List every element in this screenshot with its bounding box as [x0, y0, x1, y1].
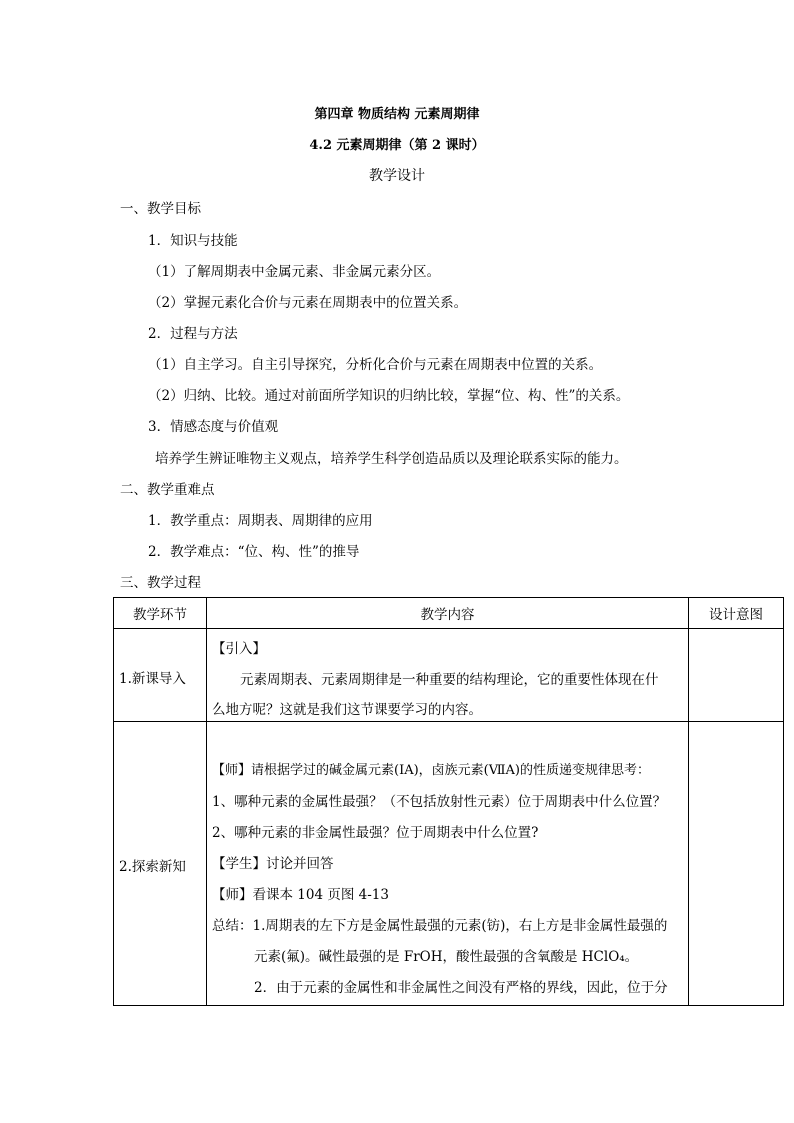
intent-cell [689, 629, 784, 722]
table-row [114, 722, 784, 1006]
objective-item: （2）掌握元素化合价与元素在周期表中的位置关系。 [148, 295, 468, 311]
content-line: 【引入】 [212, 641, 266, 657]
difficulty-item: 2．教学难点：“位、构、性”的推导 [148, 544, 360, 560]
header-intent: 设计意图 [689, 598, 784, 629]
subheading-knowledge-skills: 1．知识与技能 [148, 233, 238, 249]
content-line: 么地方呢？这就是我们这节课要学习的内容。 [212, 702, 482, 718]
subheading-attitude-values: 3．情感态度与价值观 [148, 419, 279, 435]
content-line: 总结：1.周期表的左下方是金属性最强的元素(钫)，右上方是非金属性最强的 [212, 918, 668, 934]
section-heading-key-points: 二、教学重难点 [120, 482, 215, 498]
stage-label: 1.新课导入 [119, 671, 186, 687]
content-line: 2、哪种元素的非金属性最强？位于周期表中什么位置? [212, 825, 539, 841]
subheading-process-methods: 2．过程与方法 [148, 326, 238, 342]
content-cell [207, 722, 689, 1006]
stage-cell [114, 722, 207, 1006]
teaching-process-table [113, 597, 784, 1006]
content-line: 【师】看课本 104 页图 4-13 [212, 887, 389, 903]
table-header-row [114, 598, 784, 629]
intent-cell [689, 722, 784, 1006]
objective-item: （1）了解周期表中金属元素、非金属元素分区。 [148, 264, 441, 280]
content-line: 元素(氟)。碱性最强的是 FrOH，酸性最强的含氧酸是 HClO₄。 [254, 949, 639, 965]
content-line: 【师】请根据学过的碱金属元素(ⅠA)，卤族元素(ⅦA)的性质递变规律思考： [212, 763, 650, 778]
content-line: 元素周期表、元素周期律是一种重要的结构理论，它的重要性体现在什 [240, 672, 659, 688]
stage-cell [114, 629, 207, 722]
doc-type-title: 教学设计 [369, 168, 425, 184]
objective-item: （2）归纳、比较。通过对前面所学知识的归纳比较，掌握“位、构、性”的关系。 [148, 388, 630, 404]
lesson-title: 4.2 元素周期律（第 2 课时） [309, 138, 485, 153]
header-content: 教学内容 [207, 598, 689, 629]
section-heading-objectives: 一、教学目标 [120, 201, 201, 217]
section-heading-process: 三、教学过程 [120, 575, 201, 591]
chapter-title: 第四章 物质结构 元素周期律 [314, 107, 480, 122]
header-stage: 教学环节 [114, 598, 207, 629]
content-line: 2．由于元素的金属性和非金属性之间没有严格的界线，因此，位于分 [254, 980, 668, 996]
content-line: 【学生】讨论并回答 [212, 856, 334, 872]
table-row [114, 629, 784, 722]
stage-label: 2.探索新知 [119, 859, 186, 875]
content-line: 1、哪种元素的金属性最强？（不包括放射性元素）位于周期表中什么位置？ [212, 794, 667, 810]
key-point-item: 1．教学重点：周期表、周期律的应用 [148, 513, 373, 529]
objective-item: （1）自主学习。自主引导探究，分析化合价与元素在周期表中位置的关系。 [148, 357, 603, 373]
objective-item: 培养学生辨证唯物主义观点，培养学生科学创造品质以及理论联系实际的能力。 [155, 451, 628, 467]
content-cell [207, 629, 689, 722]
